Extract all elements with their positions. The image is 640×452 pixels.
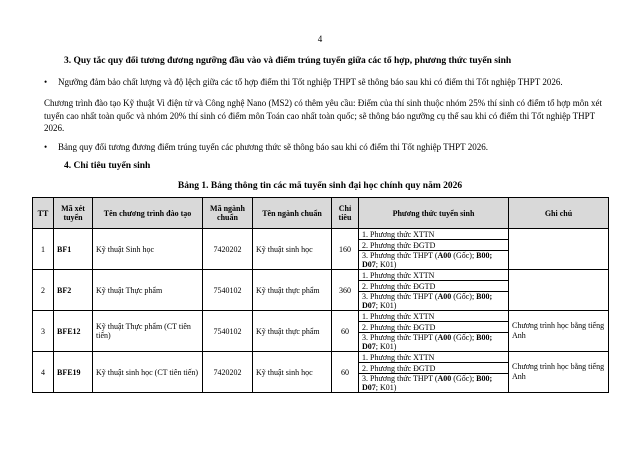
cell-program: Kỹ thuật sinh học (CT tiên tiến) [93, 352, 203, 393]
combo-d07: D07 [362, 260, 376, 269]
section-3-heading: 3. Quy tắc quy đổi tương đương ngưỡng đầu vào và điểm trúng tuyển giữa các tổ hợp, phương thức tuyển sinh [64, 56, 512, 66]
bullet-quality-threshold [44, 77, 563, 87]
cell-method-3 [359, 374, 509, 393]
cell-program: Kỹ thuật Sinh học [93, 229, 203, 270]
bullet-icon: • [44, 77, 48, 87]
bullet-text: Ngưỡng đảm bảo chất lượng và độ lệch giữa các tổ hợp điểm thi Tốt nghiệp THPT sẽ thông báo sau khi có điểm thi Tốt nghiệp THPT 2026. [58, 77, 563, 87]
cell-quota: 360 [332, 270, 359, 311]
cell-major-name: Kỹ thuật sinh học [253, 352, 332, 393]
cell-method-2: 2. Phương thức ĐGTD [359, 281, 509, 292]
method3-part: ; K01) [375, 260, 397, 269]
cell-note: Chương trình học bằng tiếng Anh [509, 352, 609, 393]
cell-quota: 60 [332, 311, 359, 352]
cell-major-name: Kỹ thuật sinh học [253, 229, 332, 270]
table-row [33, 270, 609, 281]
combo-a00: A00 [437, 374, 452, 383]
cell-tt: 2 [33, 270, 54, 311]
table-caption: Bảng 1. Bảng thông tin các mã tuyển sinh đại học chính quy năm 2026 [177, 181, 463, 191]
header-major-name: Tên ngành chuẩn [253, 198, 332, 229]
header-note: Ghi chú [509, 198, 609, 229]
header-program: Tên chương trình đào tạo [93, 198, 203, 229]
method3-part: 3. Phương thức THPT ( [362, 333, 438, 342]
combo-a00: A00 [437, 292, 452, 301]
method3-part: ; K01) [375, 342, 397, 351]
method3-part: 3. Phương thức THPT ( [362, 374, 438, 383]
combo-b00: B00; [476, 374, 493, 383]
page-number: 4 [317, 34, 323, 44]
cell-method-3 [359, 251, 509, 270]
cell-major-code: 7540102 [203, 311, 253, 352]
ms2-requirement-paragraph: Chương trình đào tạo Kỹ thuật Vi điện tử và Công nghệ Nano (MS2) có thêm yêu cầu: Điểm của thí sinh thuộc nhóm 25% thí sinh có điểm tổ hợp môn xét tuyển cao nhất toàn quốc và nhóm 20% thí sinh có điểm môn Toán cao nhất toàn quốc; sẽ thông báo ngưỡng cụ thể sau khi có điểm thi Tốt nghiệp THPT 2026. [44, 98, 602, 134]
cell-major-name: Kỹ thuật thực phẩm [253, 311, 332, 352]
combo-a00: A00 [437, 333, 452, 342]
cell-note [509, 270, 609, 311]
bullet-icon: • [44, 142, 48, 152]
method3-part: 3. Phương thức THPT ( [362, 251, 438, 260]
cell-method-2: 2. Phương thức ĐGTD [359, 240, 509, 251]
cell-note: Chương trình học bằng tiếng Anh [509, 311, 609, 352]
method3-part: ; K01) [375, 301, 397, 310]
method3-part: ; K01) [375, 383, 397, 392]
cell-method-1: 1. Phương thức XTTN [359, 270, 509, 281]
combo-b00: B00; [476, 292, 493, 301]
header-major-code: Mã ngành chuẩn [203, 198, 253, 229]
cell-method-3 [359, 292, 509, 311]
cell-major-code: 7420202 [203, 229, 253, 270]
cell-method-1: 1. Phương thức XTTN [359, 352, 509, 363]
table-row [33, 352, 609, 363]
header-methods: Phương thức tuyển sinh [359, 198, 509, 229]
method3-part: (Gốc); [451, 374, 477, 383]
cell-method-1: 1. Phương thức XTTN [359, 311, 509, 322]
cell-tt: 1 [33, 229, 54, 270]
method3-part: 3. Phương thức THPT ( [362, 292, 438, 301]
cell-code: BFE19 [54, 352, 93, 393]
cell-program: Kỹ thuật Thực phẩm [93, 270, 203, 311]
cell-major-name: Kỹ thuật thực phẩm [253, 270, 332, 311]
table-row [33, 229, 609, 240]
method3-part: (Gốc); [451, 292, 477, 301]
cell-code: BFE12 [54, 311, 93, 352]
combo-d07: D07 [362, 301, 376, 310]
combo-d07: D07 [362, 342, 376, 351]
cell-method-2: 2. Phương thức ĐGTD [359, 322, 509, 333]
table-row [33, 311, 609, 322]
method3-part: (Gốc); [451, 333, 477, 342]
cell-method-3 [359, 333, 509, 352]
cell-major-code: 7540102 [203, 270, 253, 311]
cell-method-1: 1. Phương thức XTTN [359, 229, 509, 240]
combo-b00: B00; [476, 251, 493, 260]
combo-a00: A00 [437, 251, 452, 260]
cell-method-2: 2. Phương thức ĐGTD [359, 363, 509, 374]
cell-tt: 3 [33, 311, 54, 352]
bullet-conversion-table [44, 142, 488, 152]
method3-part: (Gốc); [451, 251, 477, 260]
cell-note [509, 229, 609, 270]
bullet-text: Bảng quy đổi tương đương điểm trúng tuyển các phương thức sẽ thông báo sau khi có điểm thi Tốt nghiệp THPT 2026. [58, 142, 488, 152]
header-code: Mã xét tuyển [54, 198, 93, 229]
header-tt: TT [33, 198, 54, 229]
section-4-heading: 4. Chỉ tiêu tuyển sinh [64, 161, 151, 171]
header-quota: Chỉ tiêu [332, 198, 359, 229]
cell-tt: 4 [33, 352, 54, 393]
cell-code: BF1 [54, 229, 93, 270]
admissions-table [32, 197, 609, 393]
cell-major-code: 7420202 [203, 352, 253, 393]
combo-d07: D07 [362, 383, 376, 392]
cell-quota: 60 [332, 352, 359, 393]
combo-b00: B00; [476, 333, 493, 342]
table-header-row [33, 198, 609, 229]
cell-code: BF2 [54, 270, 93, 311]
cell-program: Kỹ thuật Thực phẩm (CT tiên tiến) [93, 311, 203, 352]
cell-quota: 160 [332, 229, 359, 270]
